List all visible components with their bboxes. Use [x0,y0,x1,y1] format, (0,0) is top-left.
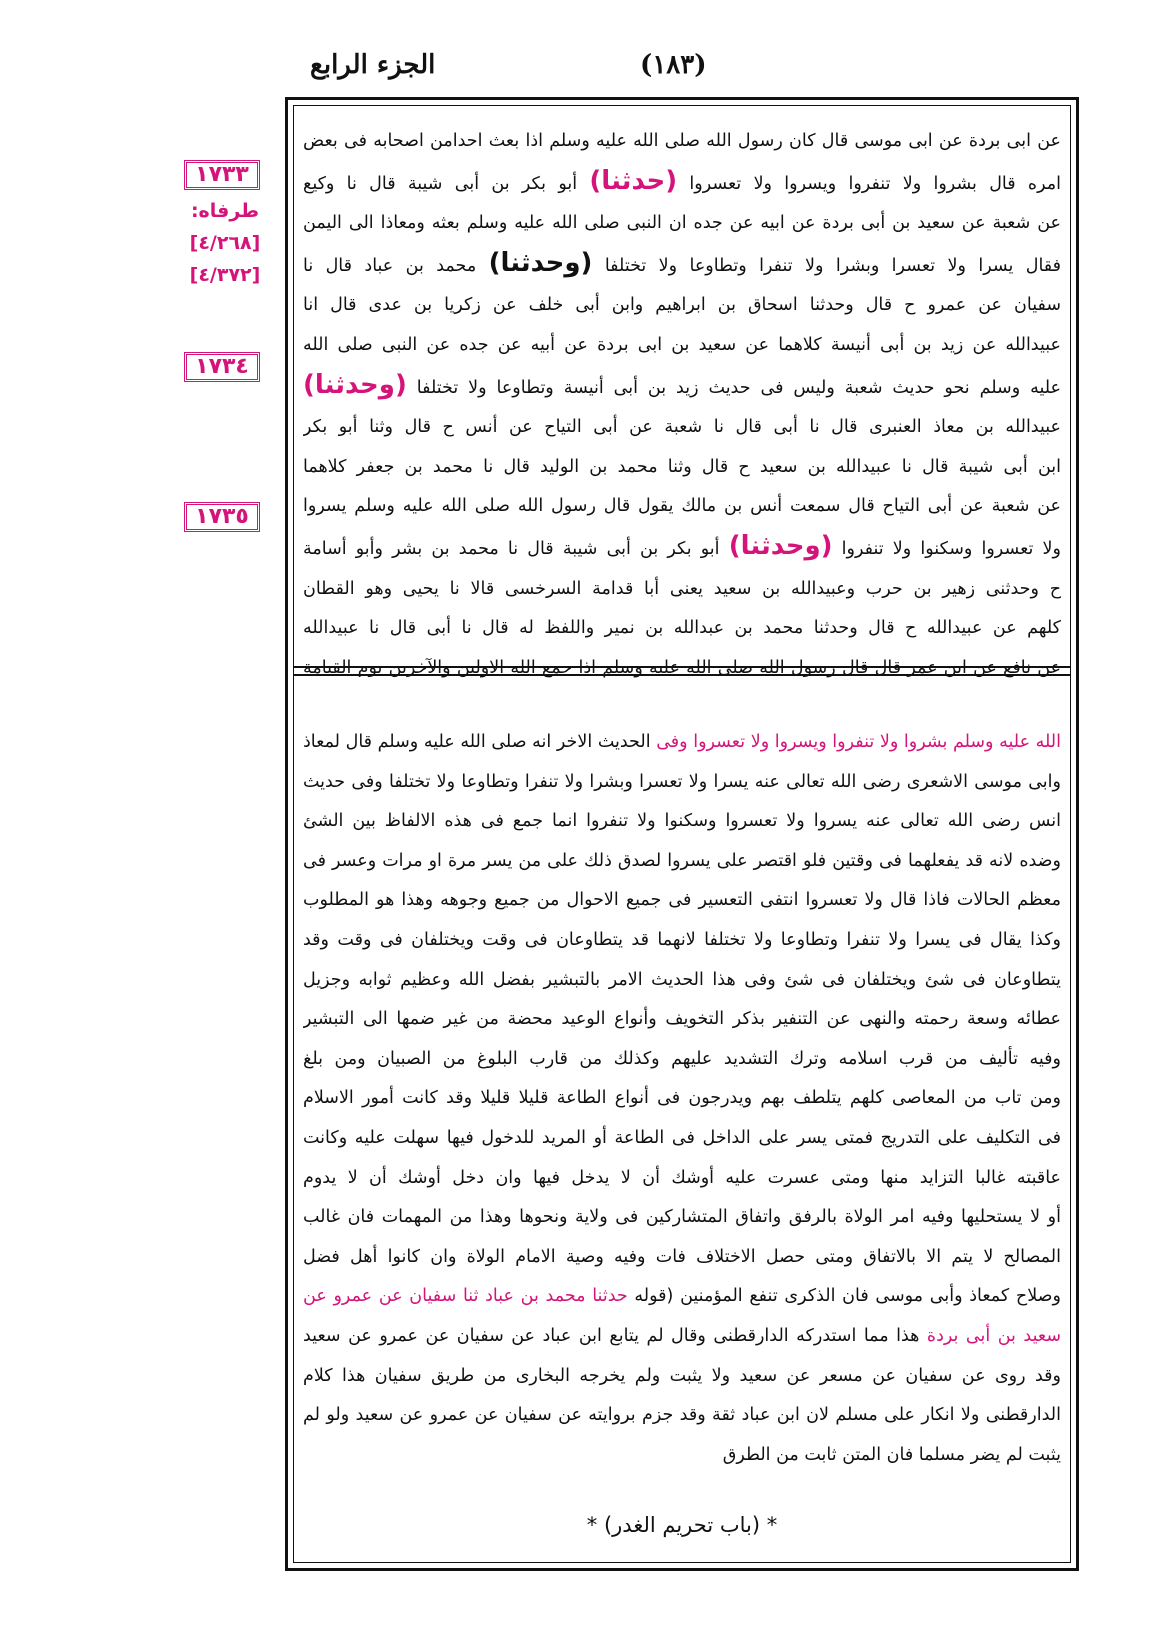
text-line: وضده لانه قد يفعلهما فى وقتين فلو اقتصر على يسروا لصدق ذلك على من يسر مرة او مرات وعسر فى [303,850,1061,871]
text-line: فقال يسرا ولا تعسرا وبشرا ولا تنفرا وتطاوعا ولا تختلفا (وحدثنا) محمد بن عباد قال نا [303,247,1061,278]
text-line: ابن أبى شيبة قال نا عبيدالله بن سعيد ح قال وثنا محمد بن الوليد قال نا محمد بن جعفر كلاهما [303,456,1061,477]
text-line: عبيدالله عن زيد بن أبى أنيسة كلاهما عن سعيد بن ابى بردة عن أبيه عن جده عن النبى صلى الله [303,334,1061,355]
text-line: عبيدالله بن معاذ العنبرى قال نا أبى قال نا شعبة عن أبى التياح عن أنس ح قال وثنا أبو بكر [303,417,1061,438]
narration-marker: (حدثنا) [589,165,678,196]
text-line: سعيد بن أبى بردة هذا مما استدركه الدارقطنى وقال لم يتابع ابن عباد عن سفيان عن عمرو عن سعيد [303,1325,1061,1346]
page-header-volume: الجزء الرابع [310,50,436,80]
text-line: الله عليه وسلم بشروا ولا تنفروا ويسروا ولا تعسروا وفى الحديث الاخر انه صلى الله عليه وسلم قال لمعاذ [303,732,1061,752]
narration-marker: (وحدثنا) [488,247,593,278]
narration-marker: (وحدثنا) [728,530,833,561]
text-line: ومن تاب من المعاصى كلهم يتلطف بهم ويدرجون فى أنواع الطاعة قليلا قليلا وقد كانت أمور الاسلام [303,1088,1061,1109]
hadith-text-block [303,122,1061,688]
text-line: وقد روى عن سفيان عن مسعر عن سعيد ولا يثبت ولم يخرجه البخارى من طريق سفيان هذا كلام [303,1365,1061,1386]
tarafah-ref-1: [٤/٢٦٨] [189,232,261,254]
text-line: عاقبته غالبا التزايد منها ومتى عسرت عليه أوشك أن لا يدخل فيها وان دخل أوشك أن لا يدوم [303,1167,1061,1188]
text-line: امره قال بشروا ولا تنفروا ويسروا ولا تعسروا (حدثنا) أبو بكر بن أبى شيبة قال نا وكيع [303,165,1061,196]
text-line: وصلاح كمعاذ وأبى موسى فان الذكرى تنفع المؤمنين (قوله حدثنا محمد بن عباد ثنا سفيان عن عمرو عن [303,1286,1061,1307]
commentary-text-block [303,723,1061,1475]
hadith-number-1735: ١٧٣٥ [184,502,260,532]
text-line: عليه وسلم نحو حديث شعبة وليس فى حديث زيد بن أبى أنيسة وتطاوعا ولا تختلفا (وحدثنا) [303,369,1061,400]
text-line: وابى موسى الاشعرى رضى الله تعالى عنه يسرا ولا تعسرا وبشرا ولا تنفرا وتطاوعا ولا تختلفا وفى حديث [303,771,1061,792]
highlighted-quote: حدثنا محمد بن عباد ثنا سفيان عن عمرو عن [303,1286,628,1307]
text-line: عن نافع عن ابن عمر قال قال رسول الله صلى الله عليه وسلم اذا جمع الله الاولين والآخرين يوم القيامة [303,657,1061,678]
text-line: كلهم عن عبيدالله ح قال وحدثنا محمد بن عبدالله بن نمير واللفظ له قال نا أبى قال نا عبيدالله [303,618,1061,639]
tarafah-label: طرفاه: [190,200,260,222]
narration-marker: (وحدثنا) [303,369,407,400]
text-line: يتطاوعان فى شئ ويختلفان فى شئ وفى هذا الحديث الامر بالتبشير بفضل الله وعظيم ثوابه وجزيل [303,969,1061,990]
text-line: الدارقطنى ولا انكار على مسلم لان ابن عباد ثقة وقد جزم بروايته عن سفيان عن عمرو عن سعيد ولو لم [303,1405,1061,1426]
text-line: انس رضى الله تعالى عنه يسروا ولا تعسروا وسكنوا ولا تنفروا انما جمع فى هذه الالفاظ بين الشئ [303,811,1061,832]
hadith-number-1734: ١٧٣٤ [184,352,260,382]
text-line: المصالح لا يتم الا بالاتفاق ومتى حصل الاختلاف فات وفيه وصية الامام الولاة وان كانوا أهل فضل [303,1246,1061,1267]
text-line: فى التكليف على التدريج فمتى يسر على الداخل فى الطاعة أو المريد للدخول فيها سهلت عليه وكانت [303,1127,1061,1148]
text-line: سفيان عن عمرو ح قال وحدثنا اسحاق بن ابراهيم وابن أبى خلف عن زكريا بن عدى قال انا [303,295,1061,316]
text-line: أو لا يستحليها وفيه امر الولاة بالرفق واتفاق المتشاركين فى ولاية ونحوها وهذا من المهمات فان غالب [303,1207,1061,1228]
text-line: وكذا يقال فى يسرا ولا تنفرا وتطاوعا ولا تختلفا لانهما قد يتطاوعان فى وقت ويختلفان فى وقت وقد [303,929,1061,950]
highlighted-quote: سعيد بن أبى بردة [926,1325,1061,1346]
text-line: عطائه وسعة رحمته والنهى عن التنفير بذكر التخويف وأنواع الوعيد محضة من غير ضمها الى التبشير [303,1009,1061,1030]
text-line: عن شعبة عن أبى التياح قال سمعت أنس بن مالك يقول قال رسول الله صلى الله عليه وسلم يسروا [303,496,1061,517]
text-line: عن ابى بردة عن ابى موسى قال كان رسول الله صلى الله عليه وسلم اذا بعث احدامن اصحابه فى بعض [303,131,1061,151]
text-line: معظم الحالات فاذا قال ولا تعسروا انتفى التعسير فى جميع الاحوال من جميع وجوهه وهذا هو المطلوب [303,890,1061,911]
text-line: عن شعبة عن سعيد بن أبى بردة عن ابيه عن جده ان النبى صلى الله عليه وسلم بعثه ومعاذا الى اليمن [303,213,1061,234]
hadith-number-1733: ١٧٣٣ [184,160,260,190]
tarafah-ref-2: [٤/٣٧٢] [189,264,261,286]
highlighted-quote: الله عليه وسلم بشروا ولا تنفروا ويسروا ولا تعسروا وفى [656,732,1061,752]
text-line: ح وحدثنى زهير بن حرب وعبيدالله بن سعيد يعنى أبا قدامة السرخسى قالا نا يحيى وهو القطان [303,578,1061,599]
page-number: (١٨٣) [640,50,707,80]
chapter-title: * (باب تحريم الغدر) * [586,1513,778,1537]
text-line: يثبت لم يضر مسلما فان المتن ثابت من الطرق [722,1444,1061,1465]
text-line: ولا تعسروا وسكنوا ولا تنفروا (وحدثنا) أبو بكر بن أبى شيبة قال نا محمد بن بشر وأبو أسامة [303,530,1061,561]
text-line: وفيه تأليف من قرب اسلامه وترك التشديد عليهم وكذلك من قارب البلوغ من الصبيان ومن بلغ [303,1048,1061,1069]
